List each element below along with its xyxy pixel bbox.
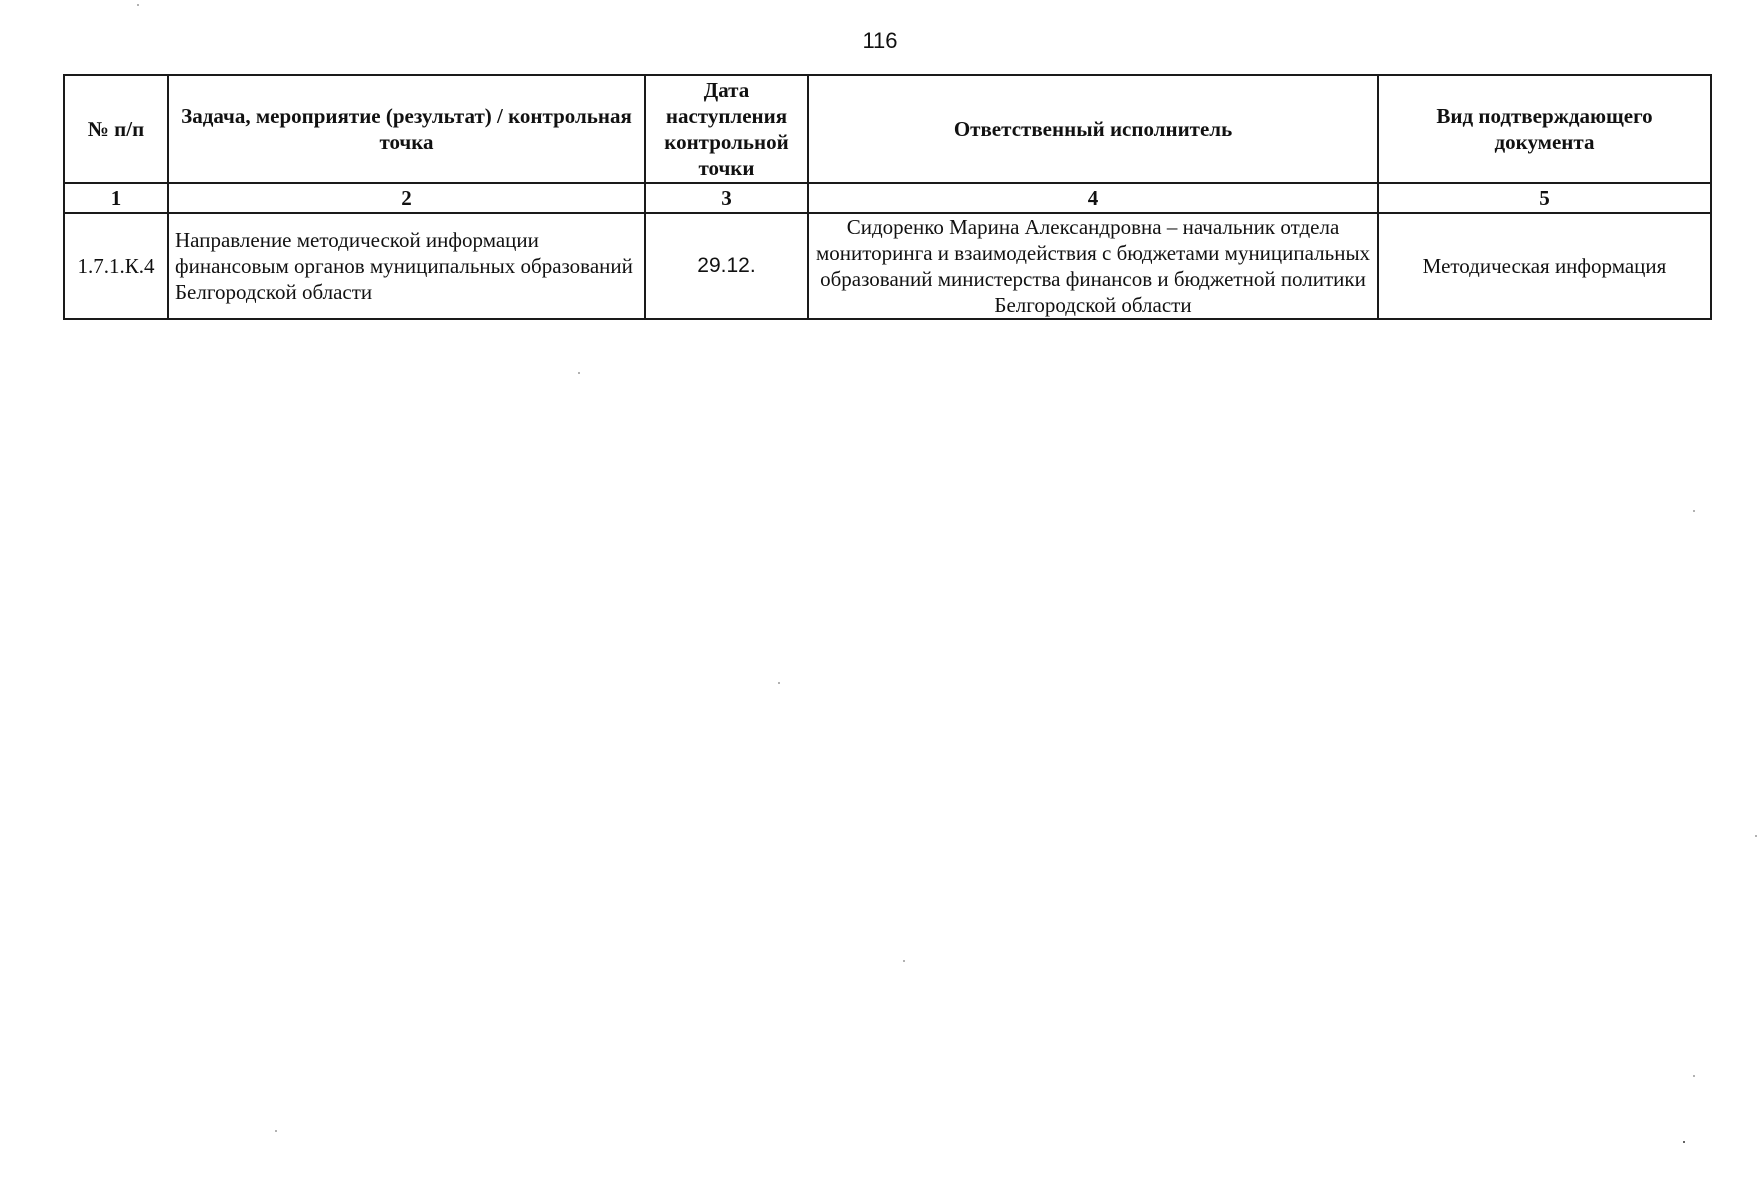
- row-date: 29.12.: [645, 213, 808, 319]
- scan-speck: [578, 372, 580, 374]
- scan-speck: [1755, 835, 1757, 837]
- column-number: 5: [1378, 183, 1711, 213]
- row-number: 1.7.1.К.4: [64, 213, 168, 319]
- table-header-row: [64, 75, 1711, 183]
- row-executor: Сидоренко Марина Александровна – начальник отдела мониторинга и взаимодействия с бюджетами муниципальных образований министерства финансов и бюджетной политики Белгородской области: [808, 213, 1378, 319]
- row-document: Методическая информация: [1378, 213, 1711, 319]
- header-date: Дата наступления контрольной точки: [645, 75, 808, 183]
- scan-speck: [1683, 1141, 1685, 1143]
- header-executor: Ответственный исполнитель: [808, 75, 1378, 183]
- column-numbers-row: [64, 183, 1711, 213]
- control-points-table: [63, 74, 1712, 320]
- scan-speck: [903, 960, 905, 962]
- column-number: 4: [808, 183, 1378, 213]
- scan-speck: [778, 682, 780, 684]
- column-number: 3: [645, 183, 808, 213]
- scan-speck: [1693, 510, 1695, 512]
- page-number: 116: [862, 28, 898, 53]
- scan-speck: [275, 1130, 277, 1132]
- scan-speck: [137, 4, 139, 6]
- column-number: 1: [64, 183, 168, 213]
- header-task: Задача, мероприятие (результат) / контрольная точка: [168, 75, 645, 183]
- row-task: Направление методической информации финансовым органов муниципальных образований Белгородской области: [168, 213, 645, 319]
- column-number: 2: [168, 183, 645, 213]
- header-number: № п/п: [64, 75, 168, 183]
- table-row: [64, 213, 1711, 319]
- header-document: Вид подтверждающего документа: [1378, 75, 1711, 183]
- scan-speck: [1693, 1075, 1695, 1077]
